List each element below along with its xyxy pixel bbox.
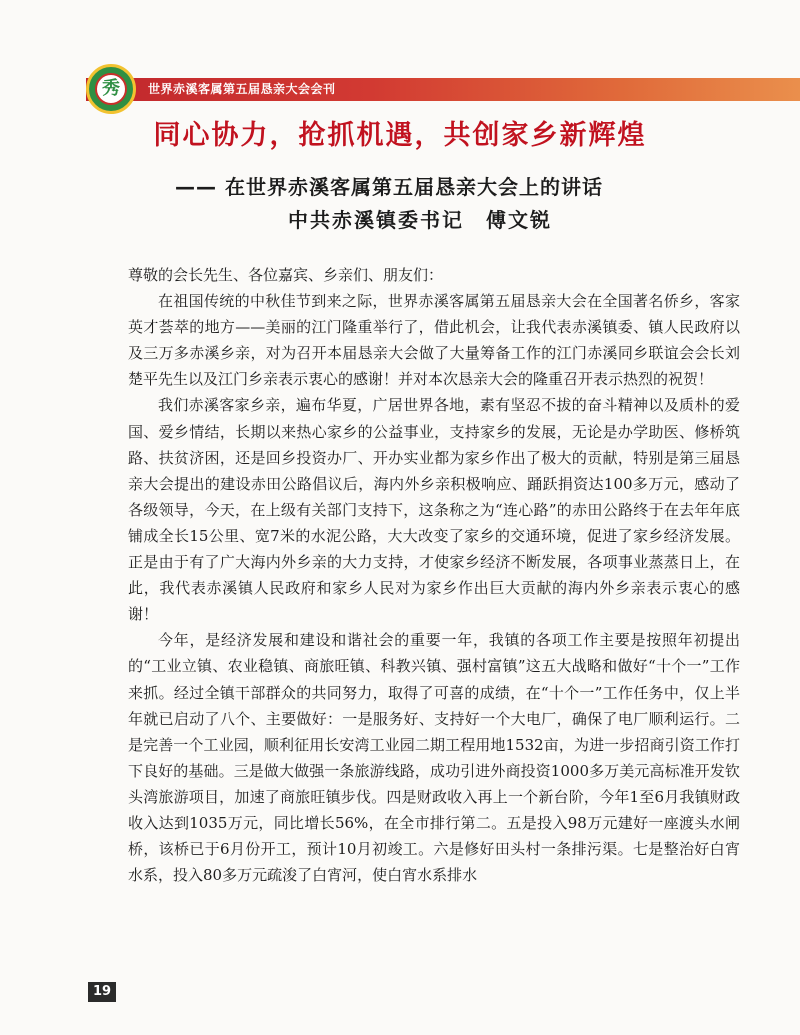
article-author: 中共赤溪镇委书记 傅文锐 <box>288 208 552 232</box>
article-body <box>128 262 740 888</box>
logo-emblem: 秀 <box>95 73 127 105</box>
magazine-title: 世界赤溪客属第五届恳亲大会会刊 <box>148 82 336 96</box>
greeting-paragraph: 尊敬的会长先生、各位嘉宾、乡亲们、朋友们： <box>128 266 444 284</box>
article-title: 同心协力，抢抓机遇，共创家乡新辉煌 <box>153 120 647 151</box>
body-paragraph: 我们赤溪客家乡亲，遍布华夏，广居世界各地，素有坚忍不拔的奋斗精神以及质朴的爱国、爱乡情结，长期以来热心家乡的公益事业，支持家乡的发展，无论是办学助医、修桥筑路、扶贫济困，还是回乡投资办厂、开办实业都为家乡作出了极大的贡献，特别是第三届恳亲大会提出的建设赤田公路倡议后，海内外乡亲积极响应、踊跃捐资达100多万元，感动了各级领导，今天，在上级有关部门支持下，这条称之为“连心路”的赤田公路终于在去年年底铺成全长15公里、宽7米的水泥公路，大大改变了家乡的交通环境，促进了家乡经济发展。正是由于有了广大海内外乡亲的大力支持，才使家乡经济不断发展，各项事业蒸蒸日上，在此，我代表赤溪镇人民政府和家乡人民对为家乡作出巨大贡献的海内外乡亲表示衷心的感谢！ <box>128 396 740 624</box>
body-paragraph: 今年，是经济发展和建设和谐社会的重要一年，我镇的各项工作主要是按照年初提出的“工业立镇、农业稳镇、商旅旺镇、科教兴镇、强村富镇”这五大战略和做好“十个一”工作来抓。经过全镇干部群众的共同努力，取得了可喜的成绩，在“十个一”工作任务中，仅上半年就已启动了八个、主要做好：一是服务好、支持好一个大电厂，确保了电厂顺利运行。二是完善一个工业园，顺利征用长安湾工业园二期工程用地1532亩，为进一步招商引资工作打下良好的基础。三是做大做强一条旅游线路，成功引进外商投资1000多万美元高标准开发钦头湾旅游项目，加速了商旅旺镇步伐。四是财政收入再上一个新台阶，今年1至6月我镇财政收入达到1035万元，同比增长56%，在全市排行第二。五是投入98万元建好一座渡头水闸桥，该桥已于6月份开工，预计10月初竣工。六是修好田头村一条排污渠。七是整治好白宵水系，投入80多万元疏浚了白宵河，使白宵水系排水 <box>128 631 740 885</box>
body-paragraph: 在祖国传统的中秋佳节到来之际，世界赤溪客属第五届恳亲大会在全国著名侨乡，客家英才荟萃的地方——美丽的江门隆重举行了，借此机会，让我代表赤溪镇委、镇人民政府以及三万多赤溪乡亲，对为召开本届恳亲大会做了大量筹备工作的江门赤溪同乡联谊会会长刘楚平先生以及江门乡亲表示衷心的感谢！并对本次恳亲大会的隆重召开表示热烈的祝贺！ <box>128 292 740 389</box>
article-subtitle: —— 在世界赤溪客属第五届恳亲大会上的讲话 <box>175 175 603 199</box>
magazine-logo <box>86 64 136 114</box>
page-number: 19 <box>88 982 116 1002</box>
